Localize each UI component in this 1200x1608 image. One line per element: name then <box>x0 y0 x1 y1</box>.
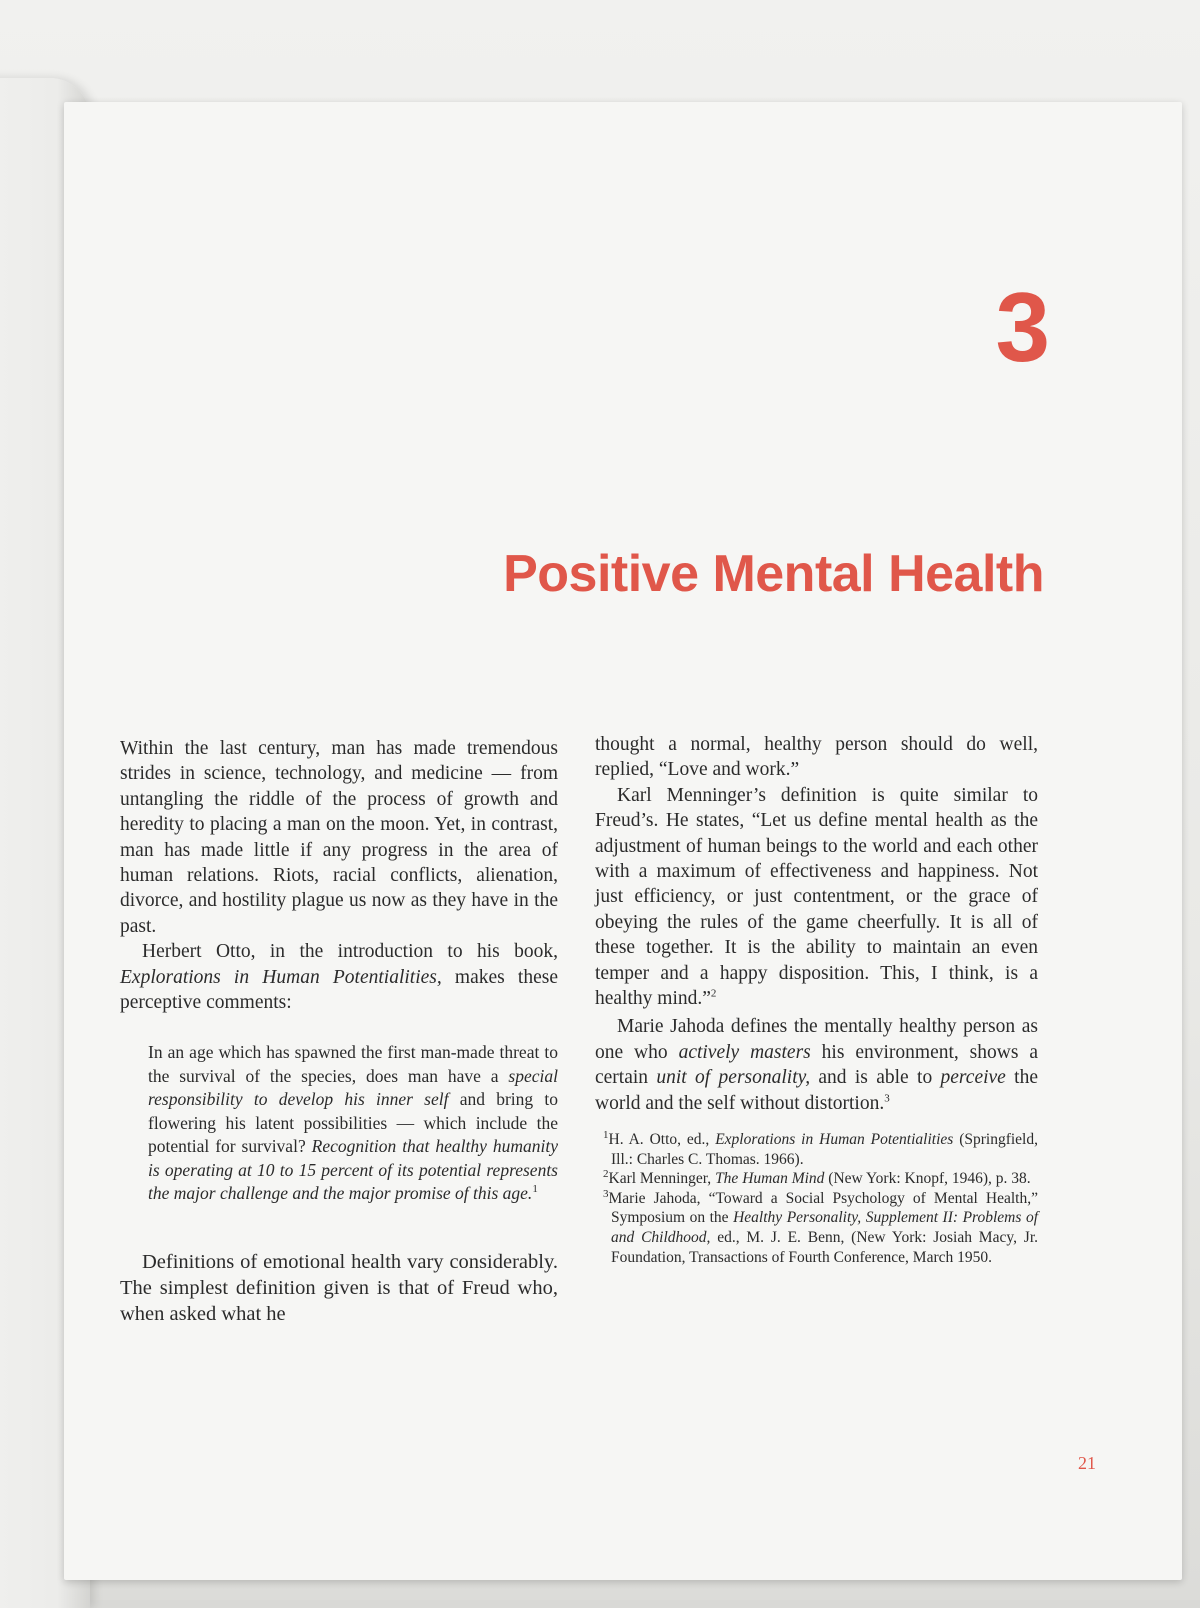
otto-quote: In an age which has spawned the first man-made threat to the survival of the species, does man have a special responsibility to develop his inner self and bring to flowering his latent possibilities — which include the potential for survival? Recognition that healthy humanity is operating at 10 to 15 percent of its potential represents the major challenge and the major promise of this age.$^1$ <box>148 1042 558 1203</box>
otto-paragraph: Herbert Otto, in the introduction to his book, Explorations in Human Potentialities, makes these perceptive comments: <box>120 941 558 1014</box>
book-title: Explorations in Human Potentialities, <box>120 966 442 988</box>
footnote-ref: 1 <box>532 1183 538 1196</box>
footnotes <box>601 1130 1038 1267</box>
footnote-3: $^3$Marie Jahoda, “Toward a Social Psychology of Mental Health,” Symposium on the Healthy Personality, Supplement II: Problems of and Childhood, ed., M. J. E. Benn, (New York: Josiah Macy, Jr. Foundation, Transactions of Fourth Conference, March 1950. <box>603 1187 1038 1266</box>
left-column <box>120 736 558 1327</box>
freud-paragraph: thought a normal, healthy person should do well, replied, “Love and work.” <box>595 734 1038 781</box>
page-number: 21 <box>1078 1453 1096 1473</box>
definitions-paragraph: Definitions of emotional health vary considerably. The simplest definition given is that of Freud who, when asked what he <box>120 1251 558 1326</box>
footnote-2: $^2$Karl Menninger, The Human Mind (New York: Knopf, 1946), p. 38. <box>603 1168 1031 1188</box>
jahoda-paragraph: Marie Jahoda defines the mentally healthy person as one who actively masters his environment, shows a certain unit of personality, and is able to perceive the world and the self without distortion.$^3$ <box>595 1016 1038 1114</box>
footnote-1: $^1$H. A. Otto, ed., Explorations in Human Potentialities (Springfield, Ill.: Charles C. Thomas. 1966). <box>603 1128 1038 1168</box>
footnote-ref: 3 <box>884 1092 890 1105</box>
chapter-title: Positive Mental Health <box>503 545 1044 603</box>
right-column <box>595 732 1038 1267</box>
footnote-ref: 2 <box>710 987 717 1000</box>
chapter-number: 3 <box>995 272 1050 382</box>
menninger-paragraph: Karl Menninger’s definition is quite similar to Freud’s. He states, “Let us define mental health as the adjustment of human beings to the world and each other with a maximum of effectiveness and happiness. Not just efficiency, or just contentment, or the grace of obeying the rules of the game cheerfully. It is all of these together. It is the ability to maintain an even temper and a happy disposition. This, I think, is a healthy mind.”$^2$ <box>595 784 1038 1010</box>
intro-paragraph: Within the last century, man has made tremendous strides in science, technology, and medicine — from untangling the riddle of the process of growth and heredity to placing a man on the moon. Yet, in contrast, man has made little if any progress in the area of human relations. Riots, racial conflicts, alienation, divorce, and hostility plague us now as they have in the past. <box>120 738 558 937</box>
